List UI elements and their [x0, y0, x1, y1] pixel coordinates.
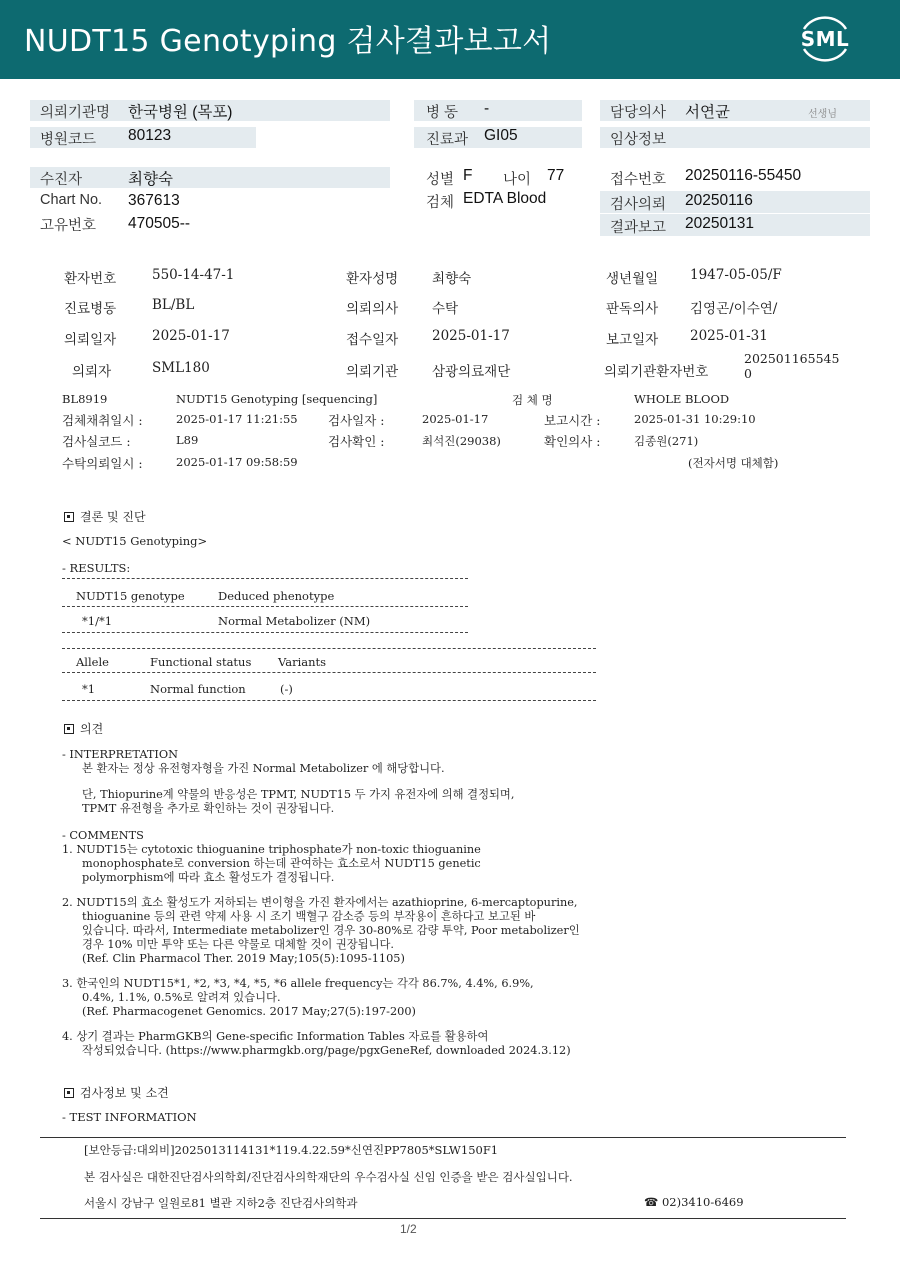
divider: [62, 648, 596, 649]
divider: [62, 606, 468, 607]
comment-line: 2. NUDT15의 효소 활성도가 저하되는 변이형을 가진 환자에서는 azathioprine, 6-mercaptopurine,: [62, 896, 578, 909]
ti-label: 검 체 명: [512, 393, 553, 407]
pi-value: 최향숙: [432, 271, 472, 287]
institution-label: 의뢰기관명: [40, 105, 111, 121]
interp-line: TPMT 유전형을 추가로 확인하는 것이 권장됩니다.: [82, 802, 335, 815]
pi-value: BL/BL: [152, 297, 195, 313]
doctor-value: 서연균: [685, 104, 730, 121]
test-code: BL8919: [62, 392, 108, 406]
pi-label: 판독의사: [606, 301, 659, 317]
genotype-value: *1/*1: [82, 614, 113, 628]
report-value: 20250131: [685, 215, 754, 232]
doctor-suffix: 선생님: [808, 109, 837, 120]
ti-value: 2025-01-31 10:29:10: [634, 412, 756, 426]
comment-line: 작성되었습니다. (https://www.pharmgkb.org/page/pgxGeneRef, downloaded 2024.3.12): [82, 1044, 571, 1057]
conclusion-heading: 결론 및 진단: [64, 508, 146, 525]
ti-value: L89: [176, 433, 199, 447]
test-information: - TEST INFORMATION: [62, 1110, 197, 1124]
col-status: Functional status: [150, 655, 252, 669]
comment-line: 3. 한국인의 NUDT15*1, *2, *3, *4, *5, *6 allele frequency는 각각 86.7%, 4.4%, 6.9%,: [62, 977, 534, 990]
patient-value: 최향숙: [128, 171, 173, 188]
comments-title: - COMMENTS: [62, 829, 144, 842]
hospital-code-label: 병원코드: [40, 132, 97, 148]
ward-value: -: [484, 100, 490, 117]
comment-line: monophosphate로 conversion 하는데 관여하는 효소로서 NUDT15 genetic: [82, 857, 481, 870]
interp-line: 본 환자는 정상 유전형자형을 가진 Normal Metabolizer 에 해당합니다.: [82, 762, 445, 775]
pi-label: 의뢰일자: [64, 332, 117, 348]
sex-value: F: [463, 167, 473, 184]
col-phenotype: Deduced phenotype: [218, 589, 335, 603]
ti-value: 최석진(29038): [422, 434, 501, 448]
report-title: NUDT15 Genotyping 검사결과보고서: [24, 24, 552, 59]
status-value: Normal function: [150, 682, 246, 696]
pi-value: 2025-01-31: [690, 328, 768, 344]
conclusion-subtitle: < NUDT15 Genotyping>: [62, 534, 208, 548]
hospital-code-value: 80123: [128, 127, 172, 144]
unique-value: 470505--: [128, 215, 191, 232]
phone-line: ☎ 02)3410-6469: [644, 1195, 744, 1209]
section-box-icon: [64, 724, 74, 734]
specimen-value: EDTA Blood: [463, 190, 547, 207]
patient-label: 수진자: [40, 172, 83, 188]
section-box-icon: [64, 1088, 74, 1098]
pi-label: 생년월일: [606, 271, 659, 287]
comment-line: (Ref. Pharmacogenet Genomics. 2017 May;27(5):197-200): [82, 1005, 416, 1018]
interp-title: - INTERPRETATION: [62, 748, 178, 761]
unique-label: 고유번호: [40, 218, 97, 234]
divider: [62, 672, 596, 673]
test-section-heading: 검사정보 및 소견: [64, 1084, 169, 1101]
ti-label: 검체채취일시 :: [62, 413, 143, 428]
request-value: 20250116: [685, 192, 753, 209]
pi-label: 의뢰기관환자번호: [604, 364, 709, 380]
ti-label: 수탁의뢰일시 :: [62, 456, 143, 471]
ti-value: 2025-01-17: [422, 412, 489, 426]
col-variants: Variants: [278, 655, 327, 669]
pi-label: 환자번호: [64, 271, 117, 287]
comment-line: 4. 상기 결과는 PharmGKB의 Gene-specific Information Tables 자료를 활용하여: [62, 1030, 489, 1043]
pi-value: 550-14-47-1: [152, 267, 235, 283]
clinical-label: 임상정보: [610, 132, 667, 148]
allele-value: *1: [82, 682, 96, 696]
specimen-label: 검체: [426, 195, 455, 211]
opinion-heading: 의견: [64, 720, 103, 737]
pi-value: 2025-01-17: [152, 328, 230, 344]
ti-label: 검사확인 :: [328, 434, 385, 449]
pi-label: 환자성명: [346, 271, 399, 287]
test-name: NUDT15 Genotyping [sequencing]: [176, 392, 378, 406]
dept-label: 진료과: [426, 132, 469, 148]
pi-label: 진료병동: [64, 301, 117, 317]
section-box-icon: [64, 512, 74, 522]
report-header: [0, 0, 900, 79]
esign-note: (전자서명 대체함): [688, 456, 779, 470]
doctor-label: 담당의사: [610, 105, 667, 121]
pi-label: 의뢰기관: [346, 364, 399, 380]
col-allele: Allele: [76, 655, 109, 669]
comment-line: polymorphism에 따라 효소 활성도가 결정됩니다.: [82, 871, 335, 884]
comment-line: 경우 10% 미만 투약 또는 다른 약물로 대체할 것이 권장됩니다.: [82, 938, 395, 951]
pi-label: 접수일자: [346, 332, 399, 348]
security-line: [보안등급:대외비]2025013114131*119.4.22.59*신연진PP7805*SLW150F1: [84, 1143, 499, 1157]
comment-line: (Ref. Clin Pharmacol Ther. 2019 May;105(5):1095-1105): [82, 952, 405, 965]
age-label: 나이: [503, 172, 532, 188]
ti-label: 보고시간 :: [544, 413, 601, 428]
page-number: 1/2: [400, 1222, 417, 1236]
divider: [62, 632, 468, 633]
request-label: 검사의뢰: [610, 197, 667, 213]
ti-label: 검사실코드 :: [62, 434, 131, 449]
interp-line: 단, Thiopurine계 약물의 반응성은 TPMT, NUDT15 두 가지 유전자에 의해 결정되며,: [82, 788, 515, 801]
footer-bottom-line: [40, 1218, 846, 1219]
pi-value: 삼광의료재단: [432, 364, 511, 380]
receipt-value: 20250116-55450: [685, 167, 802, 184]
receipt-label: 접수번호: [610, 172, 667, 188]
pi-value: 0: [744, 366, 752, 381]
ti-value: 2025-01-17 09:58:59: [176, 455, 298, 469]
ti-label: 검사일자 :: [328, 413, 385, 428]
pi-value: 202501165545: [744, 351, 840, 366]
pi-value: SML180: [152, 360, 210, 376]
comment-line: thioguanine 등의 관련 약제 사용 시 조기 백혈구 감소증 등의 부작용이 흔하다고 보고된 바: [82, 910, 536, 923]
footer-top-line: [40, 1137, 846, 1138]
comment-line: 0.4%, 1.1%, 0.5%로 알려져 있습니다.: [82, 991, 281, 1004]
age-value: 77: [547, 167, 565, 184]
pi-value: 1947-05-05/F: [690, 267, 782, 283]
institution-value: 한국병원 (목포): [128, 104, 233, 121]
pi-value: 수탁: [432, 301, 459, 317]
sml-logo: [794, 13, 856, 63]
results-label: - RESULTS:: [62, 561, 131, 575]
report-label: 결과보고: [610, 220, 667, 236]
ward-label: 병 동: [426, 105, 459, 121]
ti-value: 2025-01-17 11:21:55: [176, 412, 298, 426]
pi-value: 김영곤/이수연/: [690, 301, 778, 317]
pi-label: 의뢰의사: [346, 301, 399, 317]
pi-label: 보고일자: [606, 332, 659, 348]
comment-line: 1. NUDT15는 cytotoxic thioguanine triphosphate가 non-toxic thioguanine: [62, 843, 481, 856]
phenotype-value: Normal Metabolizer (NM): [218, 614, 371, 628]
address-line: 서울시 강남구 일원로81 별관 지하2층 진단검사의학과: [84, 1196, 358, 1210]
comment-line: 있습니다. 따라서, Intermediate metabolizer인 경우 30-80%로 감량 투약, Poor metabolizer인: [82, 924, 580, 937]
patient-bar: [30, 167, 390, 188]
col-genotype: NUDT15 genotype: [76, 589, 185, 603]
dept-value: GI05: [484, 127, 518, 144]
divider: [62, 578, 468, 579]
ti-value: 김종원(271): [634, 434, 699, 448]
ti-label: 확인의사 :: [544, 434, 601, 449]
variants-value: (-): [280, 682, 293, 696]
pi-value: 2025-01-17: [432, 328, 510, 344]
chart-label: Chart No.: [40, 192, 103, 208]
pi-label: 의뢰자: [72, 364, 112, 380]
chart-value: 367613: [128, 192, 180, 209]
certification-line: 본 검사실은 대한진단검사의학회/진단검사의학재단의 우수검사실 신임 인증을 받은 검사실입니다.: [84, 1170, 573, 1184]
logo-text: SML: [800, 27, 850, 51]
divider: [62, 700, 596, 701]
ti-value: WHOLE BLOOD: [634, 392, 730, 406]
sex-label: 성별: [426, 172, 455, 188]
